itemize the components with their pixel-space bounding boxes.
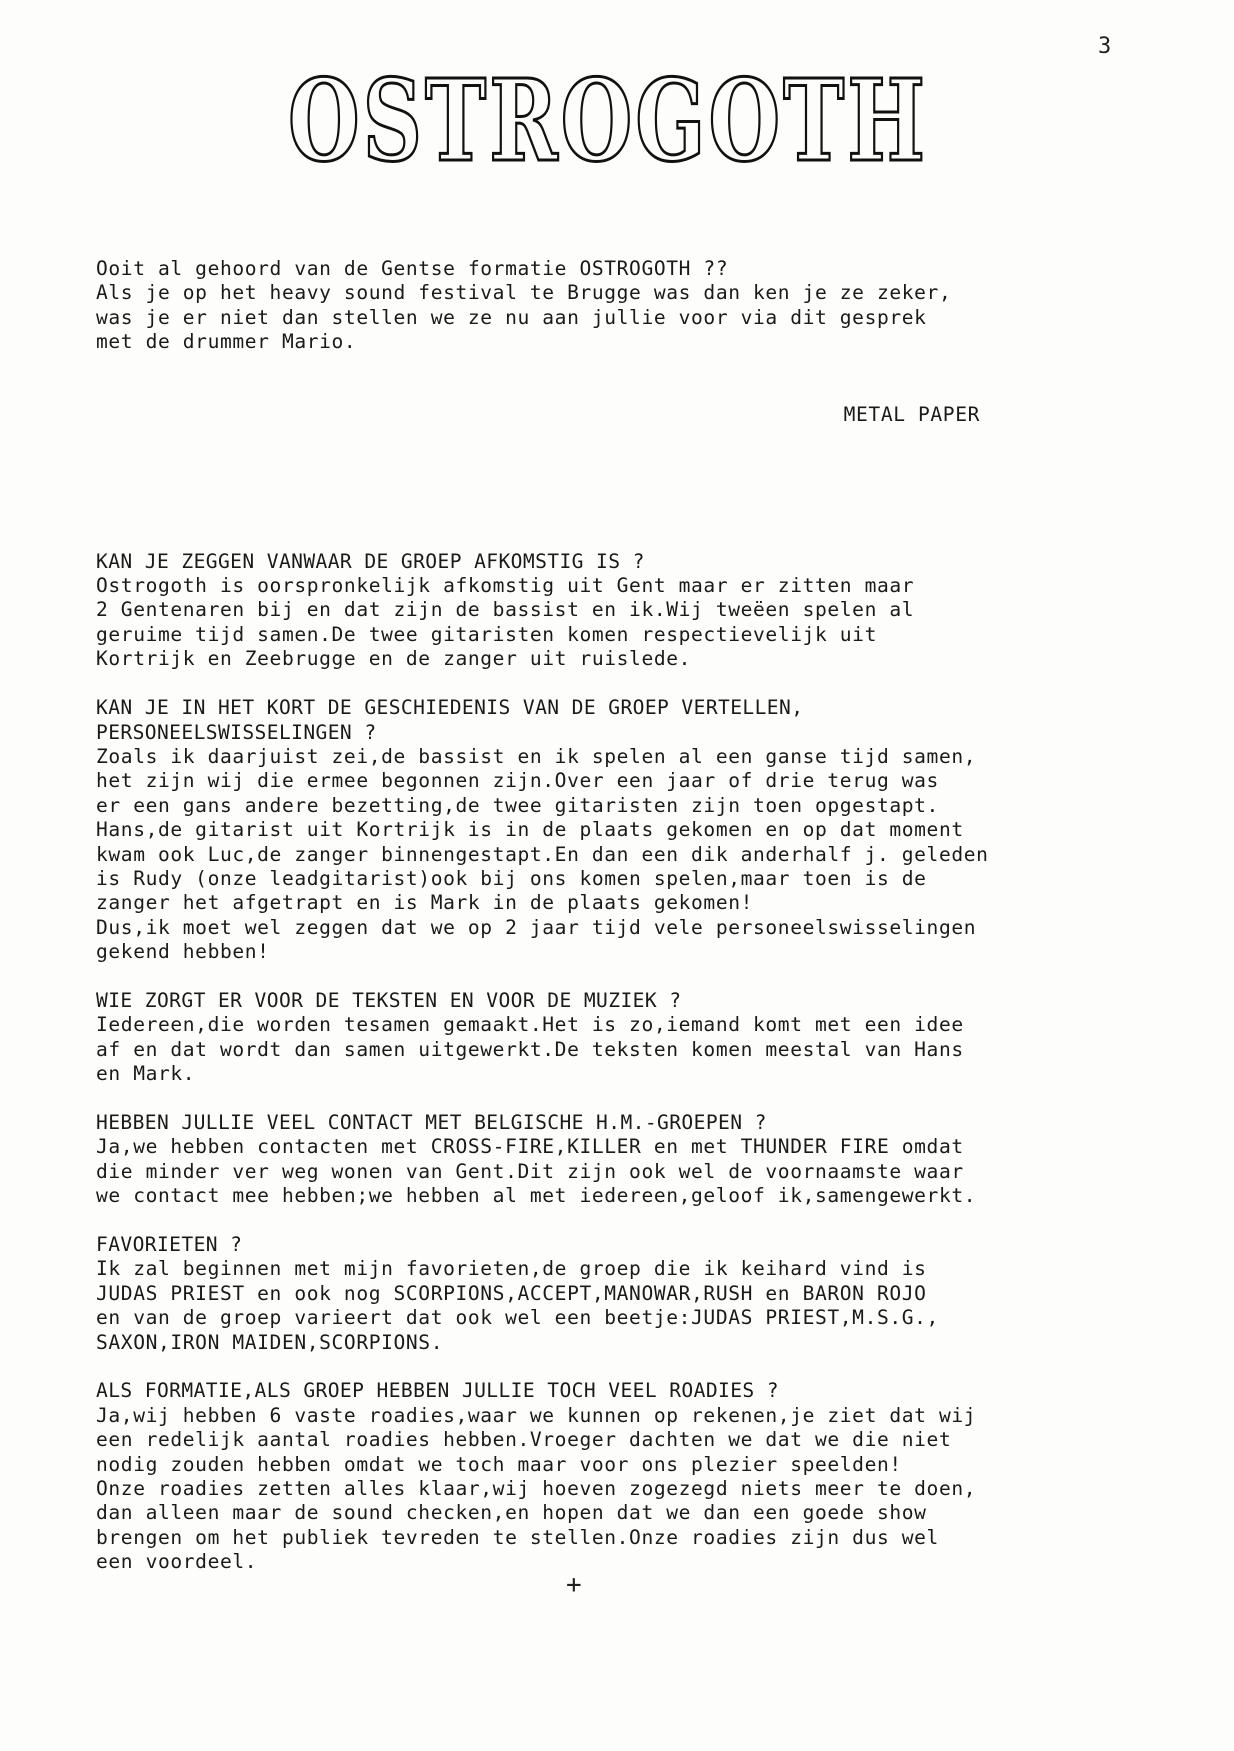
answer-line: brengen om het publiek tevreden te stellen.Onze roadies zijn dus wel bbox=[96, 1525, 939, 1549]
answer-line: een voordeel. bbox=[96, 1550, 258, 1574]
intro-paragraph bbox=[96, 257, 1176, 355]
answer-line: 2 Gentenaren bij en dat zijn de bassist en ik.Wij tweëen spelen al bbox=[96, 598, 915, 622]
answer-line: JUDAS PRIEST en ook nog SCORPIONS,ACCEPT,MANOWAR,RUSH en BARON ROJO bbox=[96, 1281, 927, 1305]
interview-sections bbox=[96, 550, 1176, 1575]
answer-line: Onze roadies zetten alles klaar,wij hoeven zogezegd niets meer te doen, bbox=[96, 1477, 977, 1501]
question-line: KAN JE IN HET KORT DE GESCHIEDENIS VAN DE GROEP VERTELLEN, bbox=[96, 696, 804, 720]
question-line: WIE ZORGT ER VOOR DE TEKSTEN EN VOOR DE MUZIEK ? bbox=[96, 988, 682, 1012]
answer-line: SAXON,IRON MAIDEN,SCORPIONS. bbox=[96, 1330, 444, 1354]
answer-line: Kortrijk en Zeebrugge en de zanger uit ruislede. bbox=[96, 647, 692, 671]
qa-section bbox=[96, 989, 1176, 1087]
answer-line: er een gans andere bezetting,de twee gitaristen zijn toen opgestapt. bbox=[96, 793, 939, 817]
answer-line: geruime tijd samen.De twee gitaristen komen respectievelijk uit bbox=[96, 622, 877, 646]
answer-line: is Rudy (onze leadgitarist)ook bij ons komen spelen,maar toen is de bbox=[96, 866, 927, 890]
masthead-title: OSTROGOTH bbox=[288, 56, 928, 187]
answer-line: het zijn wij die ermee begonnen zijn.Over een jaar of drie terug was bbox=[96, 769, 939, 793]
answer-line: Iedereen,die worden tesamen gemaakt.Het is zo,iemand komt met een idee bbox=[96, 1013, 964, 1037]
question-line: ALS FORMATIE,ALS GROEP HEBBEN JULLIE TOCH VEEL ROADIES ? bbox=[96, 1379, 779, 1403]
qa-section bbox=[96, 1111, 1176, 1209]
article-body bbox=[96, 208, 1176, 1623]
answer-line: Hans,de gitarist uit Kortrijk is in de plaats gekomen en op dat moment bbox=[96, 818, 964, 842]
qa-section bbox=[96, 1379, 1176, 1574]
answer-line: kwam ook Luc,de zanger binnengestapt.En dan een dik anderhalf j. geleden bbox=[96, 842, 989, 866]
answer-line: gekend hebben! bbox=[96, 940, 270, 964]
answer-line: zanger het afgetrapt en is Mark in de plaats gekomen! bbox=[96, 891, 754, 915]
answer-line: en Mark. bbox=[96, 1062, 196, 1086]
answer-line: af en dat wordt dan samen uitgewerkt.De teksten komen meestal van Hans bbox=[96, 1037, 964, 1061]
answer-line: Dus,ik moet wel zeggen dat we op 2 jaar tijd vele personeelswisselingen bbox=[96, 915, 977, 939]
answer-line: Ja,we hebben contacten met CROSS-FIRE,KILLER en met THUNDER FIRE omdat bbox=[96, 1135, 964, 1159]
masthead-logo bbox=[278, 56, 938, 187]
answer-line: nodig zouden hebben omdat we toch maar voor ons plezier speelden! bbox=[96, 1452, 902, 1476]
qa-section bbox=[96, 696, 1176, 964]
intro-line: Als je op het heavy sound festival te Brugge was dan ken je ze zeker, bbox=[96, 281, 952, 305]
question-line: PERSONEELSWISSELINGEN ? bbox=[96, 720, 377, 744]
answer-line: Zoals ik daarjuist zei,de bassist en ik spelen al een ganse tijd samen, bbox=[96, 744, 977, 768]
page-number: 3 bbox=[1098, 34, 1112, 59]
qa-section bbox=[96, 550, 1176, 672]
answer-line: en van de groep varieert dat ook wel een beetje:JUDAS PRIEST,M.S.G., bbox=[96, 1306, 939, 1330]
question-line: HEBBEN JULLIE VEEL CONTACT MET BELGISCHE H.M.-GROEPEN ? bbox=[96, 1110, 767, 1134]
footer-cross-mark: + bbox=[566, 1570, 582, 1600]
answer-line: Ja,wij hebben 6 vaste roadies,waar we kunnen op rekenen,je ziet dat wij bbox=[96, 1403, 977, 1427]
signature: METAL PAPER bbox=[843, 403, 980, 427]
answer-line: we contact mee hebben;we hebben al met iedereen,geloof ik,samengewerkt. bbox=[96, 1184, 977, 1208]
answer-line: Ik zal beginnen met mijn favorieten,de groep die ik keihard vind is bbox=[96, 1257, 927, 1281]
question-line: FAVORIETEN ? bbox=[96, 1232, 243, 1256]
intro-line: Ooit al gehoord van de Gentse formatie OSTROGOTH ?? bbox=[96, 256, 729, 280]
answer-line: een redelijk aantal roadies hebben.Vroeger dachten we dat we die niet bbox=[96, 1428, 952, 1452]
answer-line: dan alleen maar de sound checken,en hopen dat we dan een goede show bbox=[96, 1501, 927, 1525]
answer-line: Ostrogoth is oorspronkelijk afkomstig uit Gent maar er zitten maar bbox=[96, 574, 915, 598]
qa-section bbox=[96, 1233, 1176, 1355]
intro-line: was je er niet dan stellen we ze nu aan jullie voor via dit gesprek bbox=[96, 305, 927, 329]
answer-line: die minder ver weg wonen van Gent.Dit zijn ook wel de voornaamste waar bbox=[96, 1159, 964, 1183]
intro-line: met de drummer Mario. bbox=[96, 330, 357, 354]
question-line: KAN JE ZEGGEN VANWAAR DE GROEP AFKOMSTIG IS ? bbox=[96, 549, 645, 573]
